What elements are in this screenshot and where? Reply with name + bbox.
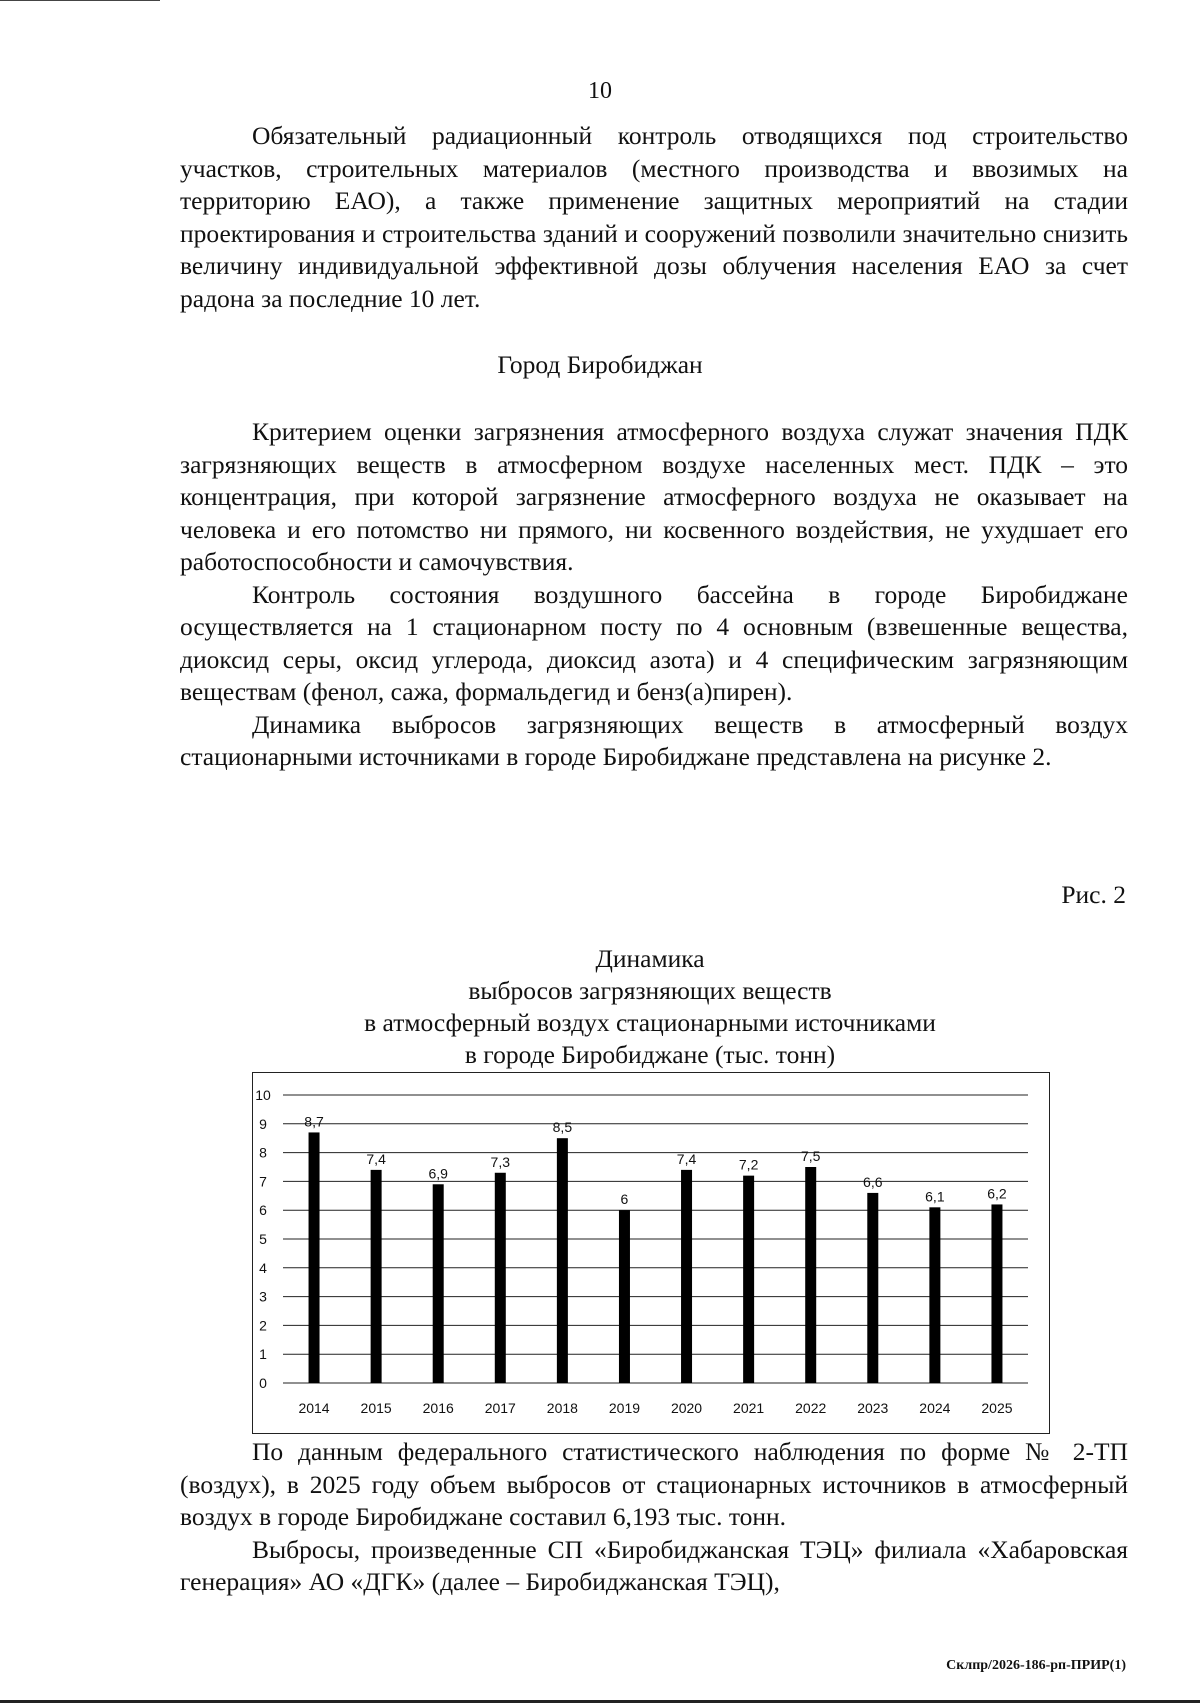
bar — [433, 1184, 444, 1383]
paragraph-radon-control: Обязательный радиационный контроль отводящихся под строительство участков, строительных материалов (местного производства и ввозимых на территорию ЕАО), а также применение защитных мероприятий на стадии проектирования и строительства зданий и сооружений позволили значительно снизить величину индивидуальной эффективной дозы облучения населения ЕАО за счет радона за последние 10 лет. — [180, 121, 1128, 313]
bar-value-label: 6,6 — [863, 1173, 883, 1190]
bar-value-label: 6 — [620, 1191, 629, 1208]
bar — [991, 1204, 1002, 1383]
bar-value-label: 7,4 — [366, 1150, 386, 1167]
x-tick-label: 2014 — [298, 1400, 330, 1416]
paragraph-pdk-criteria: Критерием оценки загрязнения атмосферного воздуха служат значения ПДК загрязняющих веществ в атмосферном воздухе населенных мест. ПДК – это концентрация, при которой загрязнение атмосферного воздуха не оказывает на человека и его потомство ни прямого, ни косвенного воздействия, не ухудшает его работоспособности и самочувствия. — [180, 417, 1128, 576]
paragraph-emissions-intro: Динамика выбросов загрязняющих веществ в атмосферный воздух стационарными источниками в городе Биробиджане представлена на рисунке 2. — [180, 709, 1128, 771]
paragraph-tec-emissions: Выбросы, произведенные СП «Биробиджанская ТЭЦ» филиала «Хабаровская генерация» АО «ДГК» (далее – Биробиджанская ТЭЦ), — [180, 1534, 1128, 1596]
intro-text — [180, 120, 1128, 315]
y-tick-label: 4 — [259, 1259, 267, 1276]
y-tick-label: 8 — [259, 1144, 267, 1161]
bar-value-label: 6,9 — [428, 1165, 448, 1182]
bar — [805, 1167, 816, 1383]
document-code: Склпр/2026-186-рп-ПРИР(1) — [946, 1658, 1126, 1673]
bar-value-label: 6,2 — [987, 1185, 1007, 1202]
emissions-bar-chart — [252, 1072, 1050, 1434]
section-heading: Город Биробиджан — [497, 350, 703, 379]
bar-value-label: 7,3 — [490, 1153, 511, 1170]
bar — [309, 1132, 320, 1383]
bar — [495, 1173, 506, 1383]
bar — [743, 1176, 754, 1383]
air-quality-text — [180, 416, 1128, 774]
y-tick-label: 5 — [259, 1231, 267, 1247]
bar-value-label: 8,7 — [304, 1113, 324, 1130]
x-tick-label: 2016 — [422, 1400, 454, 1416]
figure-label: Рис. 2 — [1061, 880, 1126, 909]
x-tick-label: 2019 — [608, 1400, 641, 1416]
bar-value-label: 7,5 — [800, 1148, 821, 1164]
y-tick-label: 0 — [259, 1375, 267, 1391]
bar-value-label: 7,4 — [676, 1150, 697, 1167]
y-tick-label: 2 — [259, 1317, 267, 1334]
x-tick-label: 2025 — [981, 1400, 1013, 1416]
x-tick-label: 2022 — [795, 1400, 827, 1416]
paragraph-2025-volume: По данным федерального статистического наблюдения по форме № 2-ТП (воздух), в 2025 году объем выбросов от стационарных источников в атмосферный воздух в городе Биробиджане составил 6,193 тыс. тонн. — [180, 1437, 1128, 1531]
x-tick-label: 2015 — [360, 1400, 392, 1416]
chart-title-line: Динамика — [595, 944, 705, 973]
y-tick-label: 10 — [255, 1087, 271, 1103]
bottom-edge-rule — [0, 1700, 1200, 1703]
x-tick-label: 2017 — [484, 1400, 516, 1416]
bar-value-label: 7,2 — [738, 1156, 759, 1173]
x-tick-label: 2023 — [857, 1400, 889, 1416]
top-edge-rule — [0, 0, 160, 1]
chart-title-line: в городе Биробиджане (тыс. тонн) — [464, 1040, 836, 1069]
bar — [929, 1207, 940, 1383]
y-tick-label: 9 — [259, 1115, 267, 1132]
chart-title — [200, 943, 1100, 1071]
paragraph-monitoring: Контроль состояния воздушного бассейна в городе Биробиджане осуществляется на 1 стационарном посту по 4 основным (взвешенные вещества, диоксид серы, оксид углерода, диоксид азота) и 4 специфическим загрязняющим веществам (фенол, сажа, формальдегид и бенз(а)пирен). — [180, 579, 1128, 706]
chart-canvas — [253, 1073, 1049, 1433]
x-tick-label: 2018 — [546, 1400, 578, 1416]
bar — [371, 1170, 382, 1383]
x-tick-label: 2021 — [733, 1400, 765, 1416]
bar — [867, 1193, 878, 1383]
bar-value-label: 6,1 — [925, 1188, 945, 1205]
bar — [681, 1170, 692, 1383]
bar-value-label: 8,5 — [552, 1119, 573, 1136]
chart-title-line: выбросов загрязняющих веществ — [468, 976, 832, 1005]
y-tick-label: 3 — [259, 1288, 267, 1305]
x-tick-label: 2024 — [919, 1400, 951, 1416]
y-tick-label: 1 — [259, 1346, 267, 1363]
chart-title-line: в атмосферный воздух стационарными источниками — [364, 1008, 936, 1037]
page-number: 10 — [588, 78, 612, 104]
y-tick-label: 7 — [259, 1173, 267, 1190]
conclusion-text — [180, 1436, 1128, 1599]
bar — [619, 1210, 630, 1383]
bar — [557, 1138, 568, 1383]
x-tick-label: 2020 — [670, 1400, 703, 1416]
y-tick-label: 6 — [259, 1202, 267, 1219]
